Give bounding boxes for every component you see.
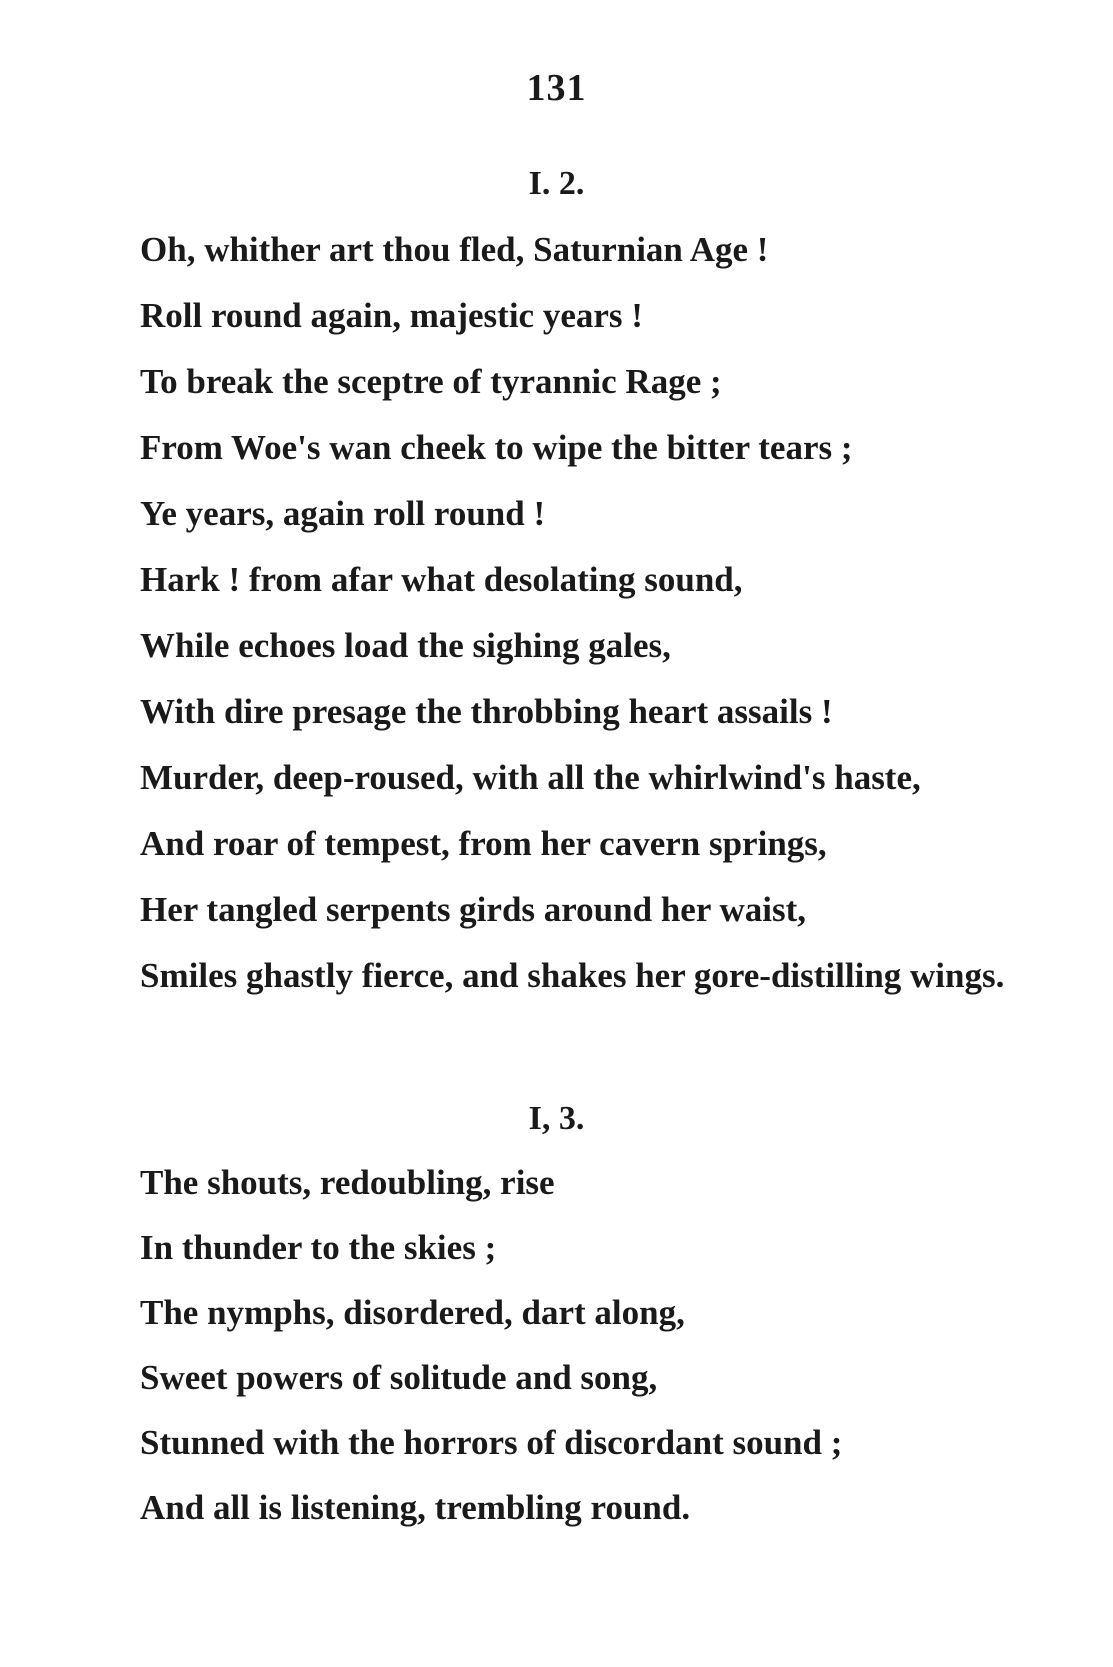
stanza-heading: I, 3. bbox=[528, 1100, 585, 1137]
verse-line: And roar of tempest, from her cavern springs, bbox=[140, 824, 827, 863]
verse-line: The shouts, redoubling, rise bbox=[140, 1163, 555, 1202]
verse-line: Sweet powers of solitude and song, bbox=[140, 1358, 658, 1397]
stanza bbox=[140, 230, 1004, 1022]
verse-line: Her tangled serpents girds around her waist, bbox=[140, 890, 807, 929]
verse-line: Smiles ghastly fierce, and shakes her gore-distilling wings. bbox=[140, 956, 1005, 995]
page-number: 131 bbox=[526, 67, 587, 109]
verse-line: Murder, deep-roused, with all the whirlwind's haste, bbox=[140, 758, 921, 797]
stanza bbox=[140, 1163, 842, 1553]
verse-line: Roll round again, majestic years ! bbox=[140, 296, 643, 335]
verse-line: With dire presage the throbbing heart assails ! bbox=[140, 692, 833, 731]
verse-line: Stunned with the horrors of discordant sound ; bbox=[140, 1423, 843, 1462]
verse-line: To break the sceptre of tyrannic Rage ; bbox=[140, 362, 722, 401]
verse-line: In thunder to the skies ; bbox=[140, 1228, 497, 1267]
verse-line: Oh, whither art thou fled, Saturnian Age ! bbox=[140, 230, 769, 269]
stanza-heading: I. 2. bbox=[528, 165, 585, 202]
verse-line: The nymphs, disordered, dart along, bbox=[140, 1293, 685, 1332]
verse-line: From Woe's wan cheek to wipe the bitter tears ; bbox=[140, 428, 853, 467]
verse-line: And all is listening, trembling round. bbox=[140, 1488, 691, 1527]
verse-line: Hark ! from afar what desolating sound, bbox=[140, 560, 743, 599]
verse-line: Ye years, again roll round ! bbox=[140, 494, 546, 533]
verse-line: While echoes load the sighing gales, bbox=[140, 626, 671, 665]
